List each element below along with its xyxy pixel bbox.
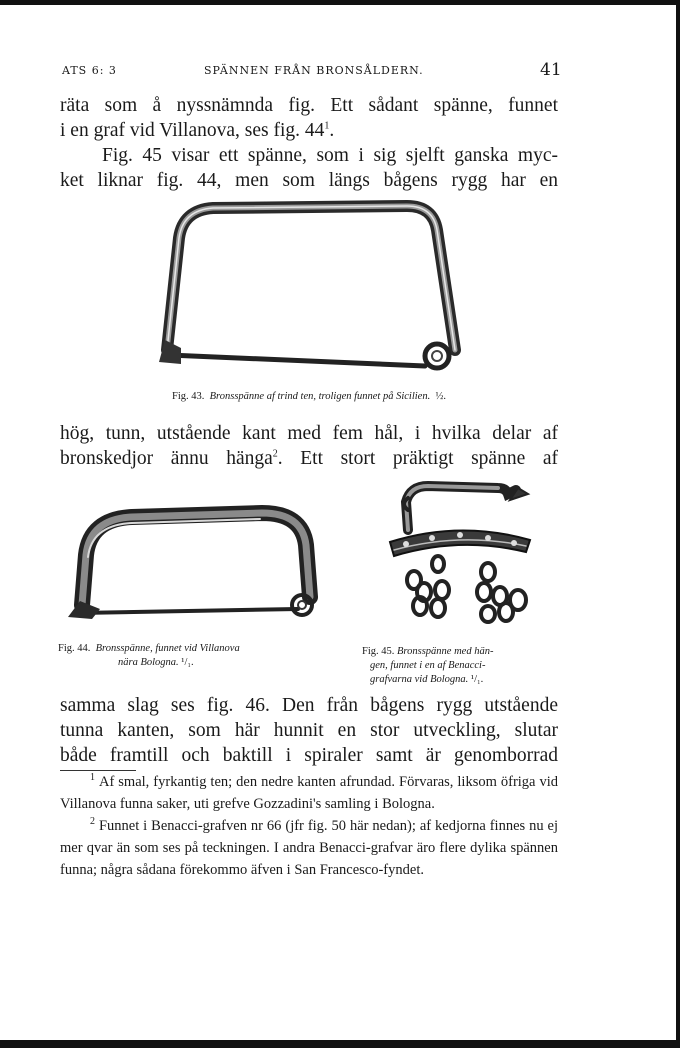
figure-label: Fig. 43. <box>172 391 205 402</box>
text-line: samma slag ses fig. 46. Den från bågens rygg utstående <box>60 695 558 716</box>
figure-43-brooch <box>155 200 465 390</box>
paragraph-top <box>60 93 558 193</box>
footnote-1 <box>60 771 558 815</box>
text-line: ket liknar fig. 44, men som längs bågens rygg har en <box>60 170 558 191</box>
footnote-ref-1: 1 <box>324 120 330 132</box>
caption-text: gen, funnet i en af Benacci- <box>370 660 486 671</box>
scan-edge-right <box>676 0 680 1048</box>
footnote-marker: 1 <box>90 772 95 784</box>
scale-label: ¹/₁. <box>470 674 484 685</box>
text-line: räta som å nyssnämnda fig. Ett sådant spänne, funnet <box>60 95 558 116</box>
scan-edge-top <box>0 0 680 5</box>
text-line: tunna kanten, som här hunnit en stor utveckling, slutar <box>60 720 558 741</box>
figure-43-caption <box>172 390 592 404</box>
header-left: ATS 6: 3 <box>62 64 117 77</box>
figure-45-brooch-with-chains <box>380 480 540 630</box>
text-line: hög, tunn, utstående kant med fem hål, i hvilka delar af <box>60 423 558 444</box>
scan-edge-bottom <box>0 1040 680 1048</box>
paragraph-middle <box>60 421 558 471</box>
footnote-ref-2: 2 <box>272 448 278 460</box>
paragraph-bottom <box>60 693 558 768</box>
footnote-marker: 2 <box>90 816 95 828</box>
caption-text: Bronsspänne, funnet vid Villanova <box>95 643 240 654</box>
text-line: både framtill och baktill i spiraler samt är genomborrad <box>60 745 558 766</box>
footnote-text: Funnet i Benacci-grafven nr 66 (jfr fig. 50 här nedan); af kedjorna finnes nu ej mer qvar än som ses på teckningen. I andra Benacci-grafvar äro flere dylika spännen funna; några sådana förekommo äfven i San Francesco-fyndet. <box>60 818 558 878</box>
caption-text: grafvarna vid Bologna. <box>370 674 469 685</box>
footnotes <box>60 771 558 881</box>
scale-label: ½. <box>435 391 446 402</box>
figure-44-caption <box>58 642 348 670</box>
figure-45-caption <box>362 645 562 687</box>
figure-44-brooch <box>62 505 322 625</box>
scale-label: ¹/₁. <box>181 657 194 668</box>
text-line: i en graf vid Villanova, ses fig. $44^1$. <box>60 120 335 141</box>
footnote-text: Af smal, fyrkantig ten; den nedre kanten afrundad. Förvaras, liksom öfriga vid Villanova funna saker, uti grefve Gozzadini's samling i Bologna. <box>60 774 559 812</box>
text-line: bronskedjor ännu hänga$^2$. Ett stort präktigt spänne af <box>60 448 558 469</box>
caption-text: nära Bologna. <box>118 657 179 668</box>
figure-label: Fig. 44. <box>58 643 91 654</box>
caption-text: Bronsspänne af trind ten, troligen funnet på Sicilien. <box>209 391 431 402</box>
caption-text: Bronsspänne med hän- <box>397 646 494 657</box>
page-number: 41 <box>540 60 562 80</box>
footnote-2 <box>60 815 558 881</box>
running-title: SPÄNNEN FRÅN BRONSÅLDERN. <box>204 64 424 77</box>
figure-label: Fig. 45. <box>362 646 395 657</box>
text-line: Fig. 45 visar ett spänne, som i sig sjelft ganska myc- <box>102 145 558 166</box>
